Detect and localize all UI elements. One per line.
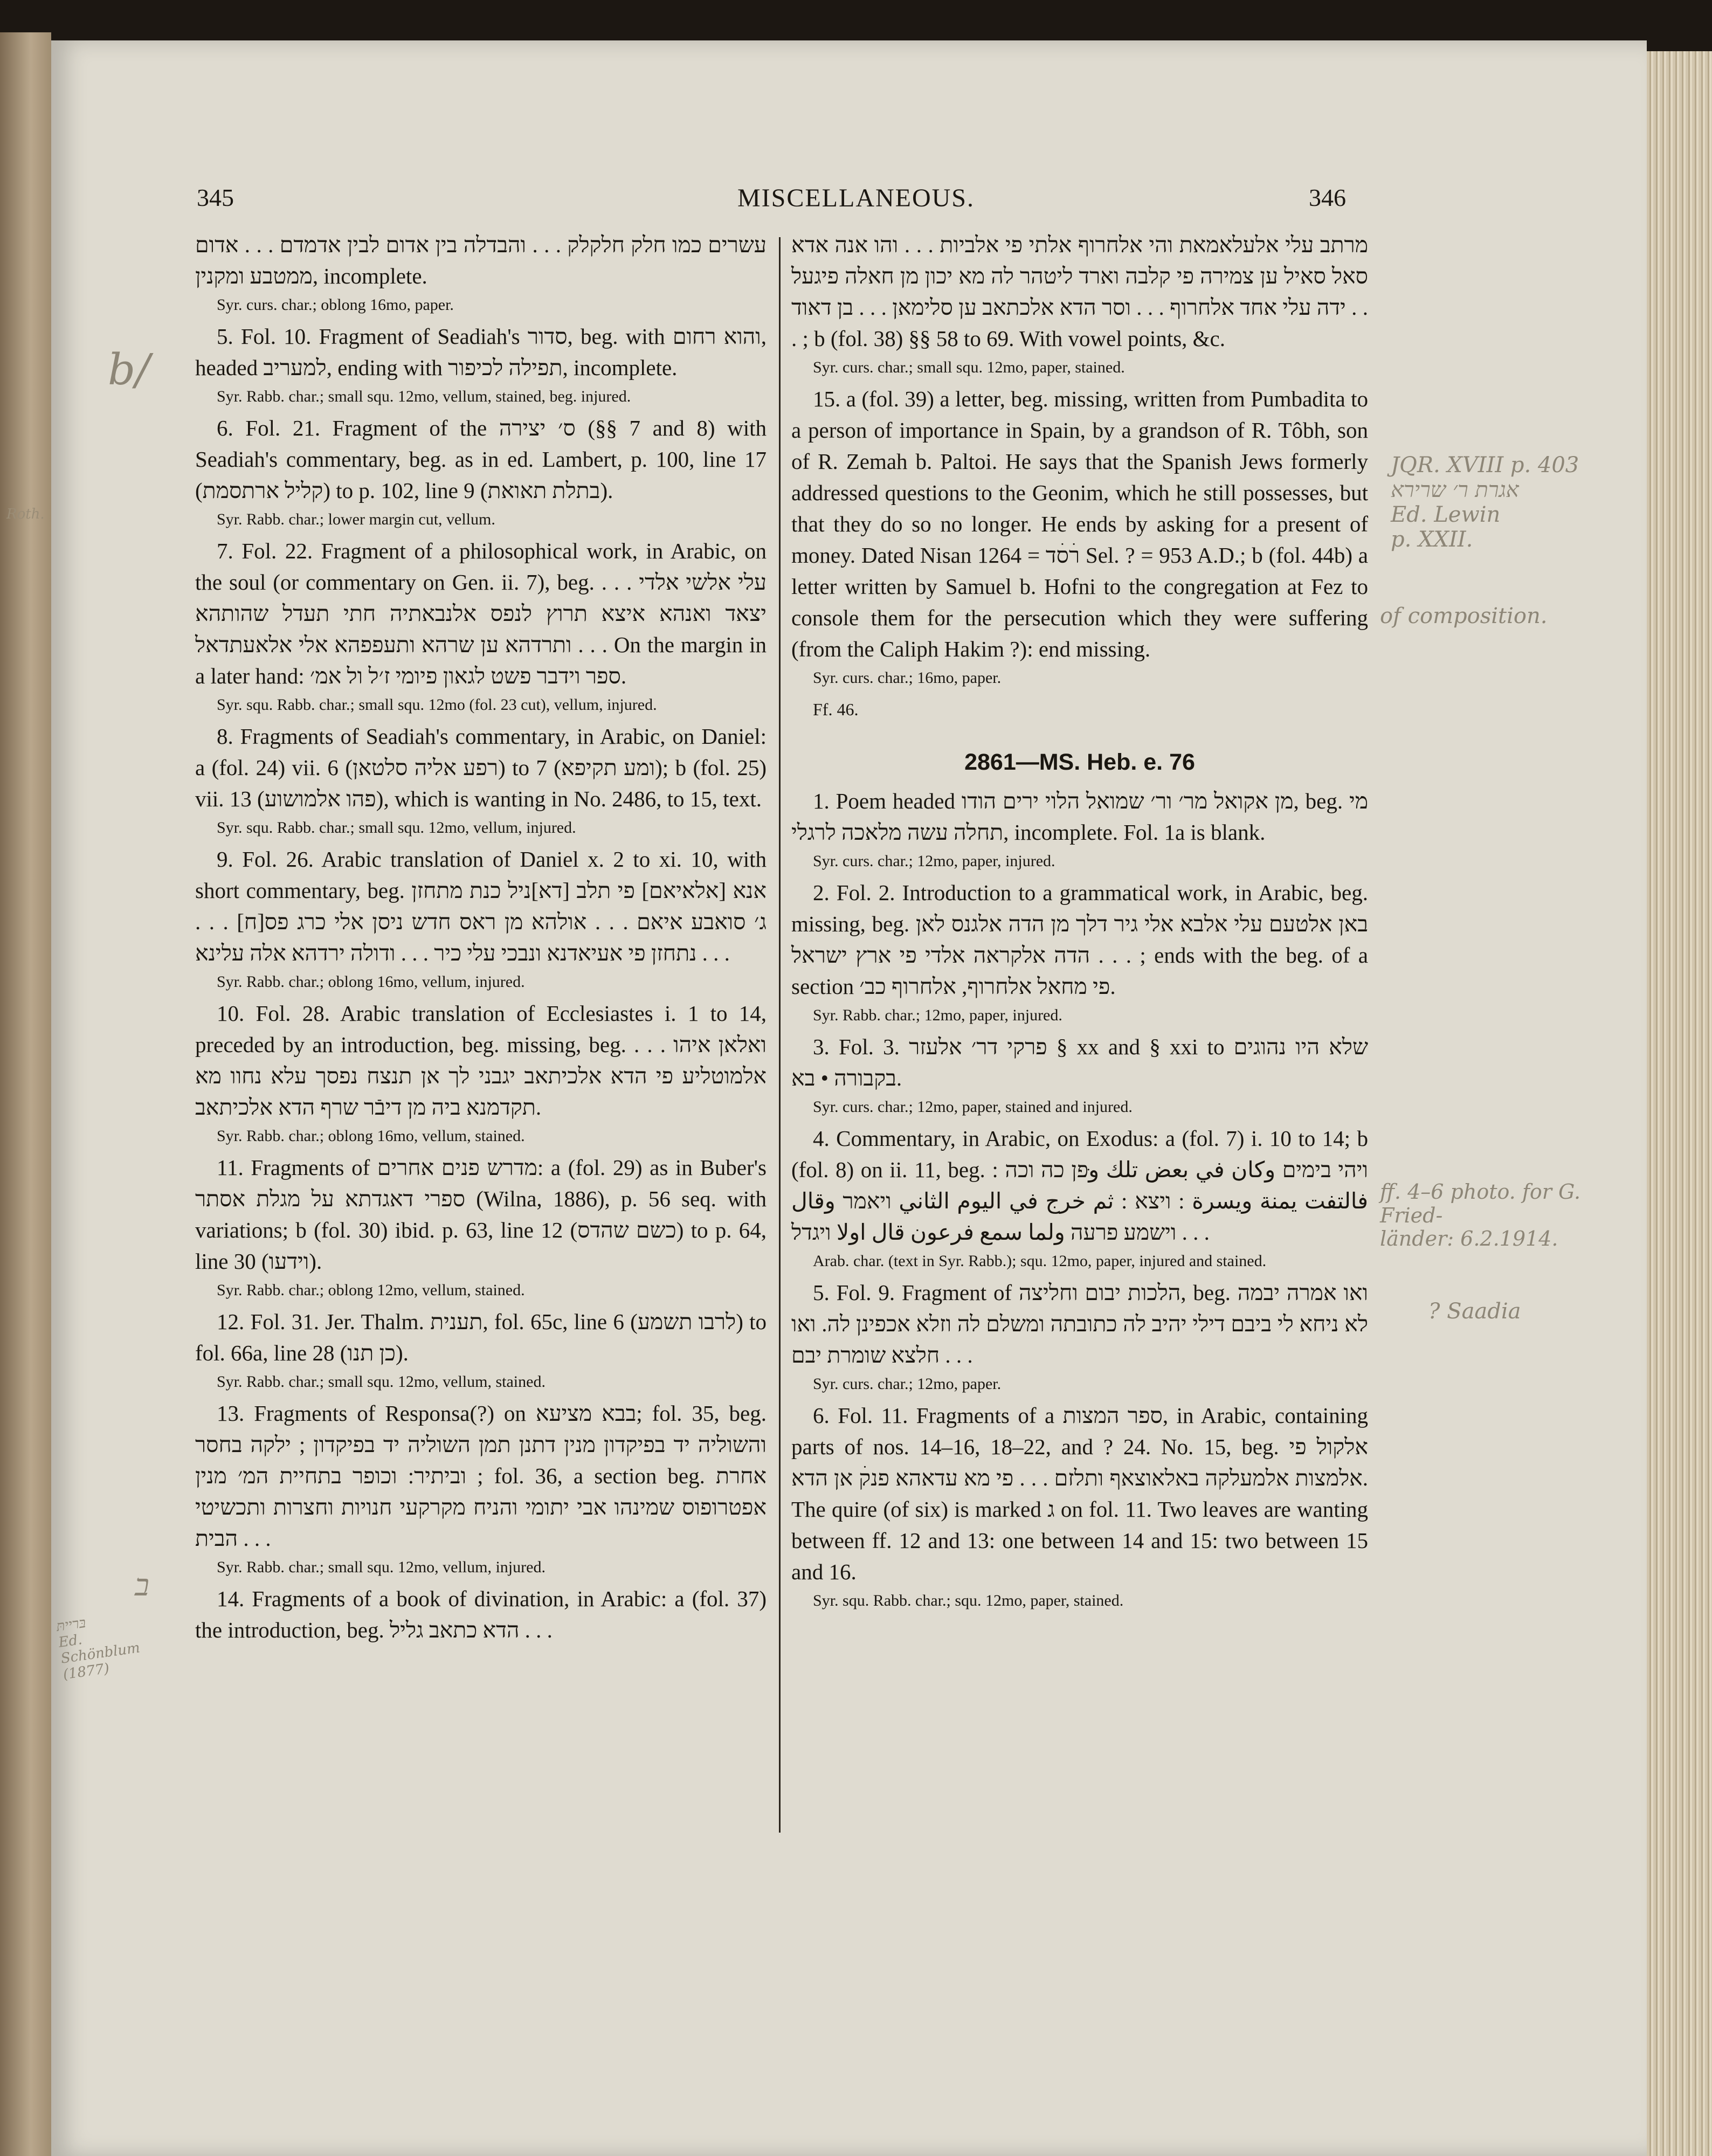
catalog-entry: מרתב עלי אלעלאמאת והי אלחרוף אלתי פי אלביות . . . והו אנה אדא סאל סאיל ען צמירה פי קלבה וארד ליטהר לה מא יכון מן חאלה פיגעל ידה עלי אחד אלחרוף . . . וסר הדא אלכתאב ען סלימאן . . . בן דאוד . . . ; b (fol. 38) §§ 58 to 69. With vowel points, &c.: [791, 232, 1369, 351]
catalog-entry: 6. Fol. 21. Fragment of the ס׳ יצירה (§§ 7 and 8) with Seadiah's commentary, beg. as in ed. Lambert, p. 100, line 17 (קליל ארתסמת) to p. 102, line 9 (בתלת תאואת).: [195, 416, 767, 503]
catalog-entry: 3. Fol. 3. פרקי דר׳ אלעזר § xx and § xxi to שלא היו נהוגים בקבורה • בא.: [791, 1034, 1368, 1090]
entry-description: Syr. Rabb. char.; small squ. 12mo, vellum, injured.: [217, 1558, 546, 1576]
book-spine: [0, 32, 51, 2156]
entry-description: Syr. curs. char.; 12mo, paper, stained and injured.: [813, 1098, 1133, 1116]
catalog-entry: 15. a (fol. 39) a letter, beg. missing, written from Pumbadita to a person of importance in Spain, by a grandson of R. Tôbh, son of R. Zemah b. Paltoi. He says that the Spanish Jews formerly addressed questions to the Geonim, which he still possesses, but that they do so no longer. He ends by asking for a present of money. Dated Nisan רׄסׄד = 1264 Sel. ? = 953 A.D.; b (fol. 44b) a letter written by Samuel b. Hofni to the congregation at Fez to console them for the persecution which they were suffering (from the Caliph Hakim ?): end missing.: [791, 386, 1368, 661]
folio-count: Ff. 46.: [813, 700, 859, 719]
catalog-entry: 6. Fol. 11. Fragments of a ספר המצות, in Arabic, containing parts of nos. 14–16, 18–22, and ? 24. No. 15, beg. אלקול פי אלמצות אלמעלקה באלאוצאף ותלזם . . . פי מא עדאהא פנקׄ אן הדא. The quire (of six) is marked ג on fol. 11. Two leaves are wanting between ff. 12 and 13: one between 14 and 15: two between 15 and 16.: [791, 1403, 1369, 1584]
margin-note-saadia: ? Saadia: [1428, 1299, 1521, 1324]
catalog-entry: 9. Fol. 26. Arabic translation of Daniel x. 2 to xi. 10, with short commentary, beg. אנא [אלאיאם] פי תלב [דא]ניל כנת מתחזן ג׳ סואבע איאם . . . אולהא מן ראס חדש ניסן אלי כרג פס[ח] . . . נתחזן פי אעיאדנא ונבכי עלי כיר . . . ודולה ירדהא אלה עלינא . . .: [195, 847, 767, 965]
entry-description: Syr. Rabb. char.; small squ. 12mo, vellum, stained.: [217, 1373, 546, 1391]
running-title: MISCELLANEOUS.: [737, 184, 975, 212]
catalog-entry: 12. Fol. 31. Jer. Thalm. תענית, fol. 65c, line 6 (לרבו תשמע) to fol. 66a, line 28 (כן תנו).: [195, 1309, 767, 1365]
column-divider: [779, 237, 781, 1833]
entry-description: Syr. Rabb. char.; oblong 12mo, vellum, stained.: [217, 1281, 525, 1299]
entry-description: Syr. curs. char.; small squ. 12mo, paper, stained.: [813, 358, 1125, 376]
entry-description: Syr. curs. char.; oblong 16mo, paper.: [217, 296, 454, 314]
catalog-entry: 10. Fol. 28. Arabic translation of Ecclesiastes i. 1 to 14, preceded by an introduction, beg. missing, beg. . . . ואלאן איהו אלמוטליע פי הדא אלכיתאב יגבני לך אן תנצח נפסך עלא נחוו מא תקדמנא ביה מן דיבֿר שרף הדא אלכיתאב.: [195, 1001, 767, 1120]
margin-note-roth: Roth.: [6, 506, 45, 522]
catalog-entry: 5. Fol. 10. Fragment of Seadiah's סדור, beg. with והוא רחום, headed למעריב, ending with תפילה לכיפור, incomplete.: [195, 324, 767, 380]
entry-description: Syr. squ. Rabb. char.; squ. 12mo, paper, stained.: [813, 1592, 1124, 1609]
page-number-left: 345: [197, 184, 234, 211]
catalog-entry: עשרים כמו חלק חלקלק . . . והבדלה בין אדום לבין אדמדם . . . אדום ממטבע ומקנין, incomplete.: [195, 232, 767, 288]
catalog-entry: 7. Fol. 22. Fragment of a philosophical work, in Arabic, on the soul (or commentary on Gen. ii. 7), beg. . . . עלי אלשי אלדי יצאד ואנהא איצא תרוץ לנפס אלנבאתיה חתי תעדל שהותהא ותרדהא ען שרהא ותעפפהא אלי אלאעתדאל . . . On the margin in a later hand: ספר וידבר פשט לגאון פיומי ז׳ל ול אמ׳.: [195, 538, 767, 688]
margin-note-photo: ff. 4–6 photo. for G. Fried- länder: 6.2.1914.: [1380, 1180, 1581, 1251]
entry-description: Syr. squ. Rabb. char.; small squ. 12mo (fol. 23 cut), vellum, injured.: [217, 696, 657, 714]
catalog-entry: 5. Fol. 9. Fragment of הלכות יבום וחליצה, beg. ואו אמרה יבמה לא ניחא לי ביבם דילי יהיב לה כתובתה ומשלם לה וזלא אכפינן לה. ואו חלצא שומרת יבם . . .: [791, 1280, 1368, 1367]
entry-description: Syr. curs. char.; 12mo, paper, injured.: [813, 852, 1055, 870]
catalog-entry: 1. Poem headed מן אקואל מר׳ ור׳ שמואל הלוי ירים הודו, beg. מי תחלה עשה מלאכה לרגלי, incomplete. Fol. 1a is blank.: [791, 789, 1369, 845]
margin-mark: b/: [108, 344, 150, 395]
left-column: [195, 229, 767, 1649]
page-number-right: 346: [1309, 184, 1346, 211]
entry-description: Arab. char. (text in Syr. Rabb.); squ. 12mo, paper, injured and stained.: [813, 1252, 1267, 1270]
margin-note-composition: of composition.: [1380, 604, 1548, 628]
catalog-entry: 11. Fragments of מדרש פנים אחרים: a (fol. 29) as in Buber's ספרי דאגדתא על מגלת אסתר (Wilna, 1886), p. 56 seq. with variations; b (fol. 30) ibid. p. 63, line 12 (כשם שהדס) to p. 64, line 30 (וידעו).: [195, 1155, 767, 1274]
entry-description: Syr. Rabb. char.; oblong 16mo, vellum, stained.: [217, 1127, 525, 1145]
right-column: [791, 229, 1368, 1616]
entry-description: Syr. Rabb. char.; 12mo, paper, injured.: [813, 1006, 1062, 1024]
entry-description: Syr. Rabb. char.; small squ. 12mo, vellum, stained, beg. injured.: [217, 388, 631, 405]
margin-mark-bet: ב: [135, 1568, 149, 1603]
entry-description: Syr. Rabb. char.; lower margin cut, vellum.: [217, 510, 495, 528]
catalog-entry: 2. Fol. 2. Introduction to a grammatical work, in Arabic, beg. missing, beg. באן אלטעם עלי אלבא אלי גיר דלך מן הדה אלגנס לאן הדה אלקראה אלדי פי ארץ ישראל . . . ; ends with the beg. of a section פי מחאל אלחרוף, אלחרוף כב׳.: [791, 880, 1368, 999]
margin-note-left: בּרייתּ Ed. Schönblum (1877): [55, 1614, 141, 1683]
catalog-entry: 14. Fragments of a book of divination, in Arabic: a (fol. 37) the introduction, beg. הדא כתאב גליל . . .: [195, 1586, 767, 1642]
entry-description: Syr. Rabb. char.; oblong 16mo, vellum, injured.: [217, 973, 525, 991]
catalog-entry: 4. Commentary, in Arabic, on Exodus: a (fol. 7) i. 10 to 14; b (fol. 8) on ii. 11, beg. ויהי בימים وكان في بعض تلك وּפן כה וכה : فالتفت يمنة ويسرة : ויצא : ثم خرج في اليوم الثاني ויאמר وقال וישמע פרעה ولما سمع فرعون قال اولا ויגדל . . .: [791, 1126, 1369, 1245]
entry-description: Syr. squ. Rabb. char.; small squ. 12mo, vellum, injured.: [217, 819, 576, 837]
entry-description: Syr. curs. char.; 12mo, paper.: [813, 1375, 1002, 1393]
catalog-entry: 8. Fragments of Seadiah's commentary, in Arabic, on Daniel: a (fol. 24) vii. 6 (רפע אליה סלטאן) to 7 (ומע תקיפא); b (fol. 25) vii. 13 (פהו אלמושוע), which is wanting in No. 2486, to 15, text.: [195, 724, 767, 811]
margin-note-jqr: JQR. XVIII p. 403 אגרת ר׳ שרירא Ed. Lewin p. XXII.: [1391, 453, 1579, 552]
entry-description: Syr. curs. char.; 16mo, paper.: [813, 669, 1002, 687]
catalog-entry: 13. Fragments of Responsa(?) on בבא מציעא; fol. 35, beg. והשוליה יד בפיקדון מנין דתנן תמן השוליה יד בפיקדון ; ילקה בחסר וביתיר: וכופר בתחיית המ׳ מנין ; fol. 36, a section beg. אחרת אפטרופוס שמינהו אבי יתומי והניח מקרקעי חנויות וחצרות ותכשיטי הבית . . .: [195, 1401, 767, 1551]
page-edges: [1647, 51, 1712, 2156]
section-heading: 2861—MS. Heb. e. 76: [964, 749, 1195, 775]
